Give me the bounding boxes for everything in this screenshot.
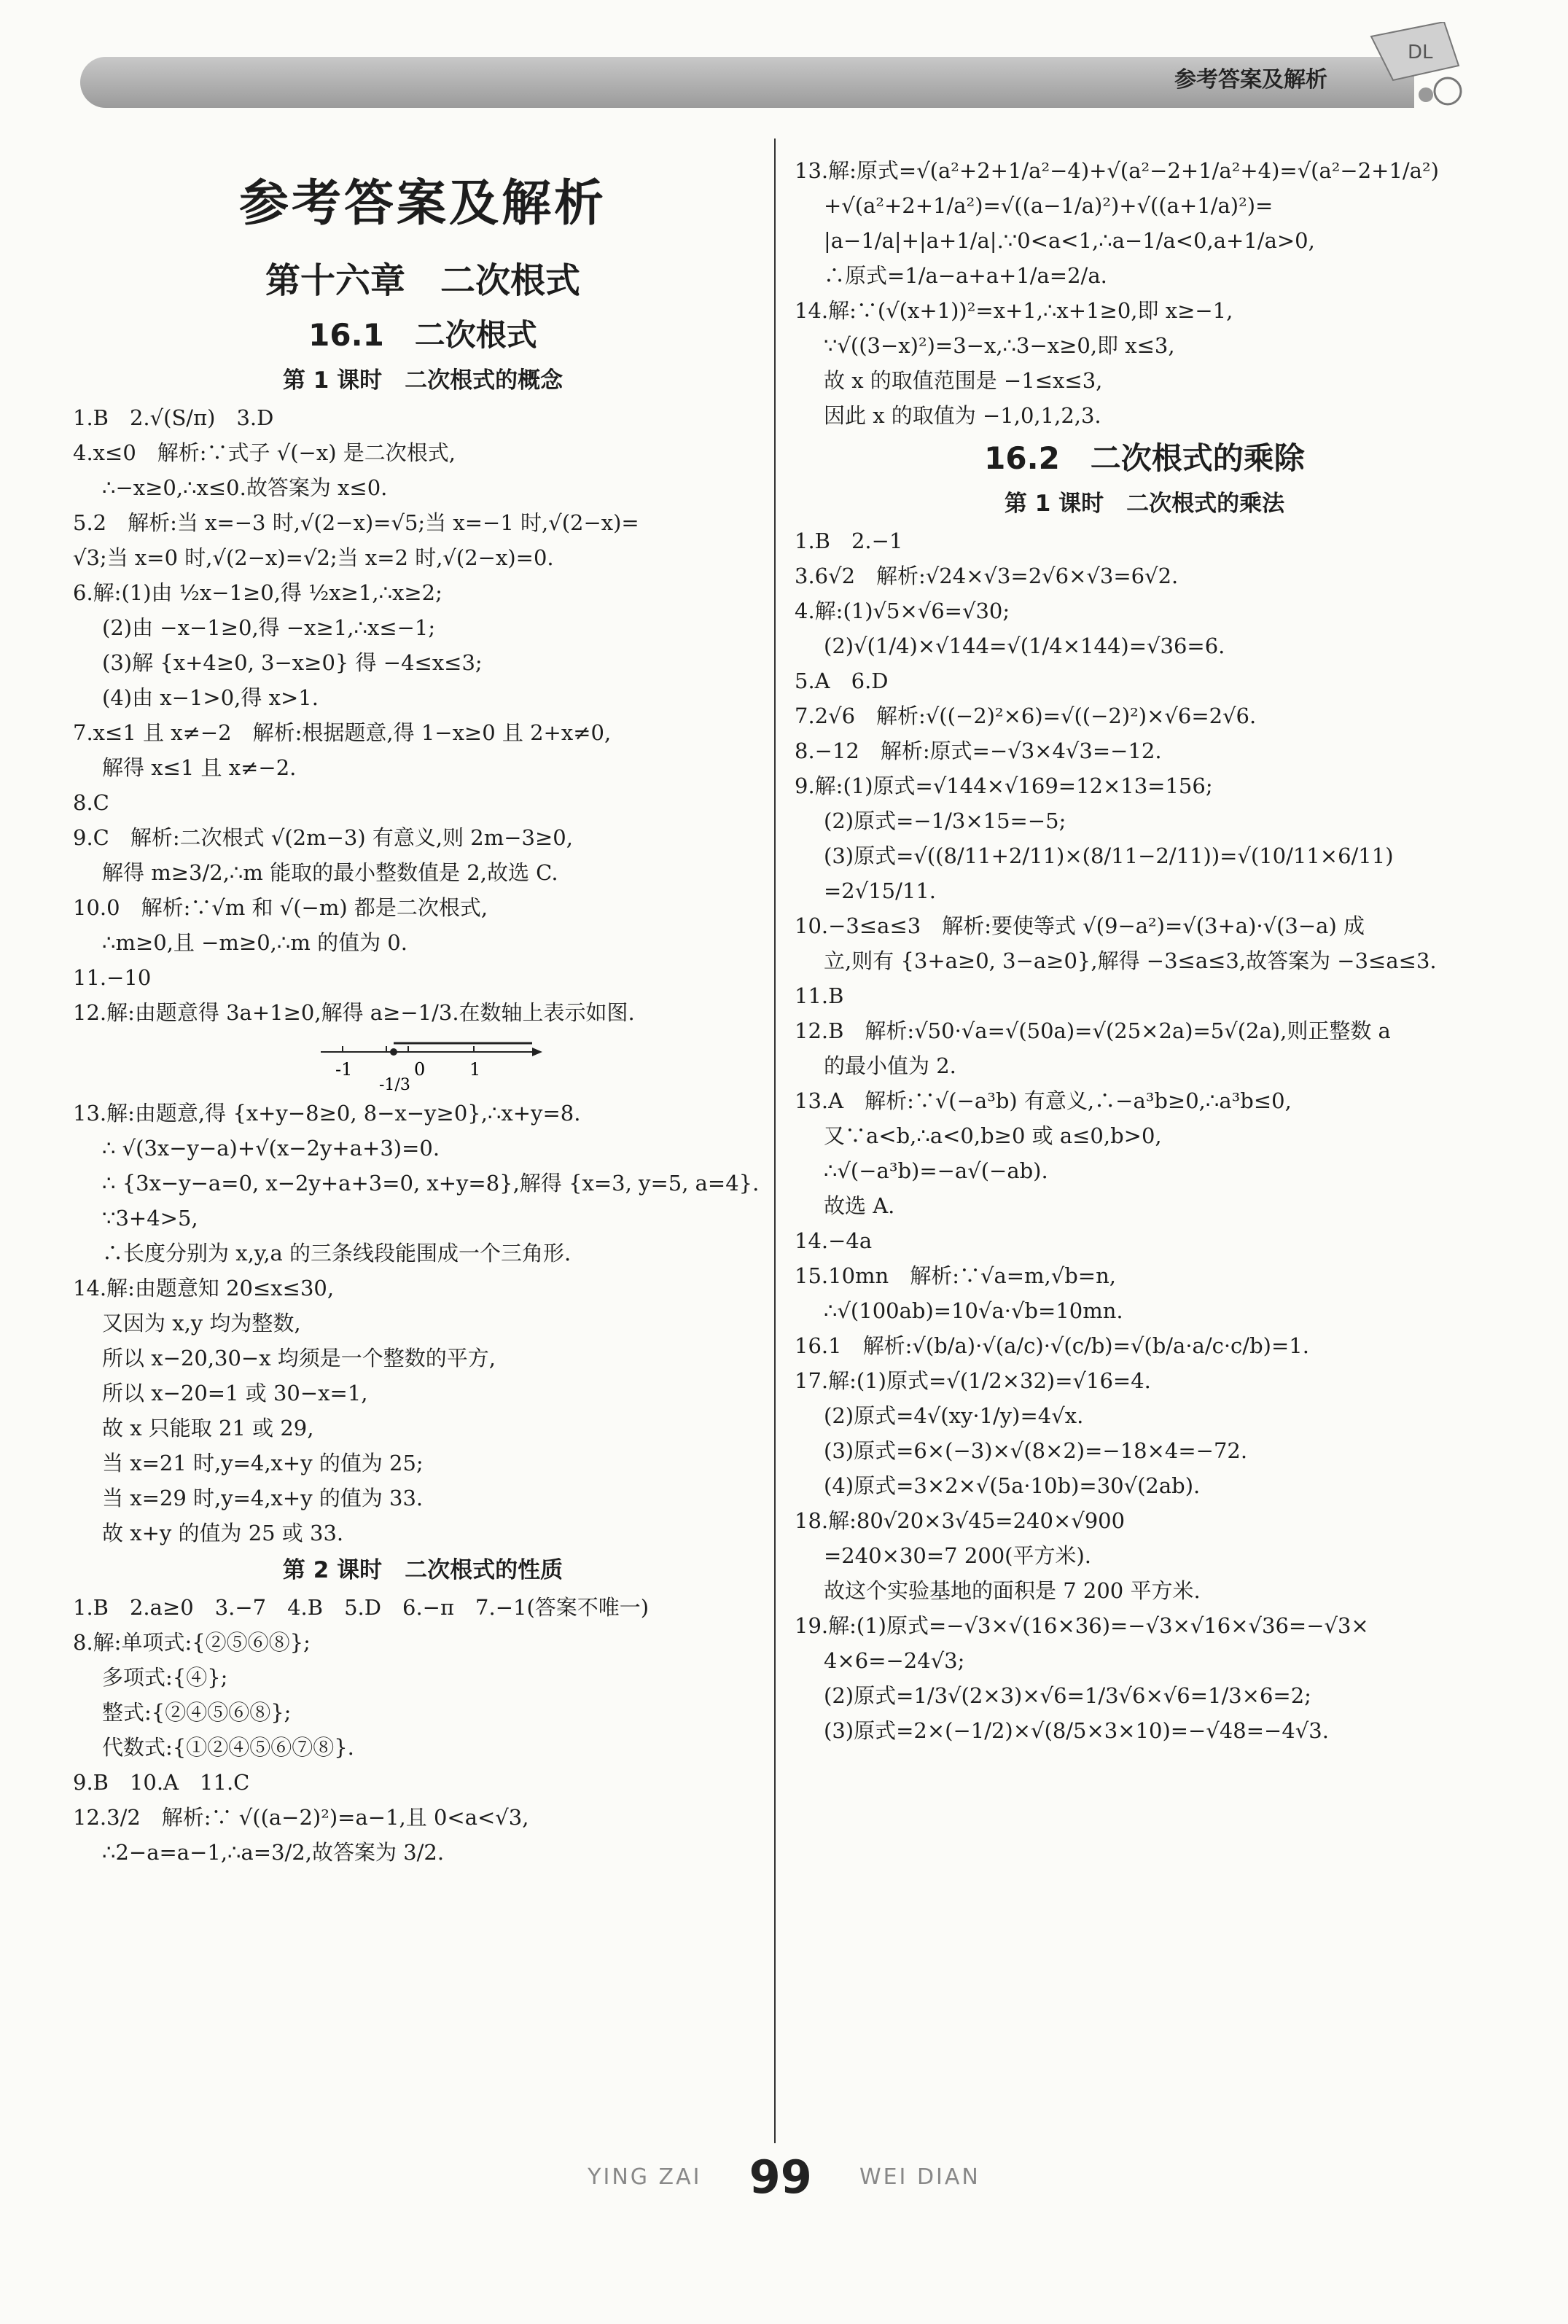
- section-title-16-2: 16.2 二次根式的乘除: [984, 440, 1305, 476]
- answer-block-c: [73, 1590, 773, 1870]
- answer-line: 9.B 10.A 11.C: [73, 1770, 250, 1795]
- answer-line: 故 x+y 的值为 25 或 33.: [102, 1521, 344, 1545]
- answer-line: (3)原式=2×(−1/2)×√(8/5×3×10)=−√48=−4√3.: [824, 1718, 1329, 1743]
- answer-line: ∴−x≥0,∴x≤0.故答案为 x≤0.: [102, 475, 388, 500]
- answer-line: 8.解:单项式:{②⑤⑥⑧};: [73, 1630, 311, 1655]
- page-number: 99: [749, 2151, 812, 2204]
- answer-line: 12.解:由题意得 3a+1≥0,解得 a≥−1/3.在数轴上表示如图.: [73, 1000, 635, 1025]
- answer-line: 18.解:80√20×3√45=240×√900: [795, 1508, 1126, 1533]
- answer-line: 所以 x−20=1 或 30−x=1,: [102, 1381, 368, 1405]
- answer-line: 故这个实验基地的面积是 7 200 平方米.: [824, 1578, 1201, 1603]
- answer-line: 11.B: [795, 983, 844, 1008]
- answer-line: 故 x 的取值范围是 −1≤x≤3,: [824, 368, 1103, 393]
- answer-line: 14.−4a: [795, 1228, 873, 1253]
- tick-label: 0: [414, 1059, 426, 1080]
- answer-line: 10.−3≤a≤3 解析:要使等式 √(9−a²)=√(3+a)·√(3−a) 成: [795, 913, 1365, 938]
- answer-line: 13.解:原式=√(a²+2+1/a²−4)+√(a²−2+1/a²+4)=√(a²−2+1/a²): [795, 158, 1439, 183]
- tick-label: -1: [335, 1059, 353, 1080]
- answer-line: 17.解:(1)原式=√(1/2×32)=√16=4.: [795, 1368, 1151, 1393]
- answer-line: 故选 A.: [824, 1193, 895, 1218]
- answer-line: 7.2√6 解析:√((−2)²×6)=√((−2)²)×√6=2√6.: [795, 703, 1257, 728]
- answer-line: ∴m≥0,且 −m≥0,∴m 的值为 0.: [102, 930, 407, 955]
- answer-line: (2)原式=1/3√(2×3)×√6=1/3√6×√6=1/3×6=2;: [824, 1683, 1311, 1708]
- answer-line: 4.解:(1)√5×√6=√30;: [795, 598, 1010, 623]
- answer-line: 9.C 解析:二次根式 √(2m−3) 有意义,则 2m−3≥0,: [73, 825, 573, 850]
- answer-line: 13.A 解析:∵√(−a³b) 有意义,∴−a³b≥0,∴a³b≤0,: [795, 1088, 1292, 1113]
- answer-line: 又∵a<b,∴a<0,b≥0 或 a≤0,b>0,: [824, 1123, 1162, 1148]
- answer-line: 多项式:{④};: [102, 1665, 228, 1690]
- answer-line: 11.−10: [73, 965, 152, 990]
- answer-line: 1.B 2.a≥0 3.−7 4.B 5.D 6.−π 7.−1(答案不唯一): [73, 1595, 650, 1620]
- answer-line: 14.解:由题意知 20≤x≤30,: [73, 1276, 335, 1301]
- answer-line: 13.解:由题意,得 {x+y−8≥0, 8−x−y≥0},∴x+y=8.: [73, 1101, 581, 1126]
- answer-line: 代数式:{①②④⑤⑥⑦⑧}.: [102, 1735, 354, 1760]
- page-footer: [0, 2151, 1568, 2204]
- tick-label: -1/3: [379, 1076, 410, 1094]
- answer-line: 解得 x≤1 且 x≠−2.: [102, 755, 297, 780]
- answer-line: (3)原式=6×(−3)×√(8×2)=−18×4=−72.: [824, 1438, 1248, 1463]
- answer-line: 故 x 只能取 21 或 29,: [102, 1416, 314, 1440]
- answer-line: ∴长度分别为 x,y,a 的三条线段能围成一个三角形.: [102, 1241, 572, 1266]
- left-column: [73, 153, 773, 1870]
- answer-line: (4)原式=3×2×√(5a·10b)=30√(2ab).: [824, 1473, 1201, 1498]
- answer-line: 8.C: [73, 790, 109, 815]
- answer-line: 5.2 解析:当 x=−3 时,√(2−x)=√5;当 x=−1 时,√(2−x)=: [73, 510, 639, 535]
- section-title-16-1: 16.1 二次根式: [308, 317, 537, 353]
- answer-line: =240×30=7 200(平方米).: [824, 1543, 1092, 1568]
- answer-line: (3)解 {x+4≥0, 3−x≥0} 得 −4≤x≤3;: [102, 650, 483, 675]
- publisher-logo-icon: [1364, 22, 1473, 109]
- answer-line: (2)√(1/4)×√144=√(1/4×144)=√36=6.: [824, 633, 1225, 658]
- answer-line: 12.B 解析:√50·√a=√(50a)=√(25×2a)=5√(2a),则正整数 a: [795, 1018, 1391, 1043]
- answer-line: 1.B 2.√(S/π) 3.D: [73, 405, 274, 430]
- answer-line: 5.A 6.D: [795, 668, 889, 693]
- answer-line: 的最小值为 2.: [824, 1053, 956, 1078]
- lesson-title-16-2-1: 第 1 课时 二次根式的乘法: [1004, 491, 1285, 517]
- answer-line: 所以 x−20,30−x 均须是一个整数的平方,: [102, 1346, 496, 1370]
- answer-line: ∵√((3−x)²)=3−x,∴3−x≥0,即 x≤3,: [824, 333, 1175, 358]
- answer-line: 3.6√2 解析:√24×√3=2√6×√3=6√2.: [795, 564, 1179, 588]
- answer-line: 19.解:(1)原式=−√3×√(16×36)=−√3×√16×√36=−√3×: [795, 1613, 1369, 1638]
- answer-line: 立,则有 {3+a≥0, 3−a≥0},解得 −3≤a≤3,故答案为 −3≤a≤3.: [824, 948, 1437, 973]
- answer-line: 10.0 解析:∵√m 和 √(−m) 都是二次根式,: [73, 895, 488, 920]
- answer-line: (2)由 −x−1≥0,得 −x≥1,∴x≤−1;: [102, 615, 436, 640]
- answer-line: 解得 m≥3/2,∴m 能取的最小整数值是 2,故选 C.: [102, 860, 558, 885]
- answer-line: ∴原式=1/a−a+a+1/a=2/a.: [824, 263, 1107, 288]
- answer-line: +√(a²+2+1/a²)=√((a−1/a)²)+√((a+1/a)²)=: [824, 193, 1273, 218]
- tick-label: 1: [469, 1059, 481, 1080]
- answer-line: ∴√(100ab)=10√a·√b=10mn.: [824, 1298, 1123, 1323]
- header-title: 参考答案及解析: [1174, 67, 1327, 93]
- answer-block-a: [73, 400, 773, 1030]
- answer-line: 12.3/2 解析:∵ √((a−2)²)=a−1,且 0<a<√3,: [73, 1805, 529, 1830]
- footer-right-text: WEI DIAN: [859, 2164, 980, 2190]
- answer-line: 当 x=21 时,y=4,x+y 的值为 25;: [102, 1451, 424, 1475]
- answer-block-d: [795, 153, 1494, 433]
- lesson-title-2: 第 2 课时 二次根式的性质: [282, 1557, 563, 1583]
- answer-line: 7.x≤1 且 x≠−2 解析:根据题意,得 1−x≥0 且 2+x≠0,: [73, 720, 612, 745]
- answer-line: 14.解:∵(√(x+1))²=x+1,∴x+1≥0,即 x≥−1,: [795, 298, 1233, 323]
- answer-line: 1.B 2.−1: [795, 529, 903, 553]
- page-title: 参考答案及解析: [238, 175, 606, 233]
- number-line-diagram: [313, 1030, 547, 1096]
- answer-line: 6.解:(1)由 ½x−1≥0,得 ½x≥1,∴x≥2;: [73, 580, 442, 605]
- logo-text: DL: [1408, 42, 1433, 63]
- answer-line: 整式:{②④⑤⑥⑧};: [102, 1700, 292, 1725]
- answer-line: |a−1/a|+|a+1/a|.∵0<a<1,∴a−1/a<0,a+1/a>0,: [824, 228, 1315, 253]
- answer-line: =2√15/11.: [824, 878, 937, 903]
- answer-line: 8.−12 解析:原式=−√3×4√3=−12.: [795, 738, 1162, 763]
- answer-line: 当 x=29 时,y=4,x+y 的值为 33.: [102, 1486, 424, 1510]
- answer-line: (2)原式=4√(xy·1/y)=4√x.: [824, 1403, 1084, 1428]
- column-divider: [774, 139, 776, 2143]
- answer-line: 又因为 x,y 均为整数,: [102, 1311, 301, 1335]
- answer-block-b: [73, 1096, 773, 1551]
- answer-line: ∴√(−a³b)=−a√(−ab).: [824, 1158, 1048, 1183]
- answer-line: √3;当 x=0 时,√(2−x)=√2;当 x=2 时,√(2−x)=0.: [73, 545, 554, 570]
- chapter-title: 第十六章 二次根式: [265, 260, 580, 301]
- answer-line: 4.x≤0 解析:∵式子 √(−x) 是二次根式,: [73, 440, 456, 465]
- footer-left-text: YING ZAI: [588, 2164, 702, 2190]
- right-column: [795, 153, 1494, 1748]
- answer-line: ∴ √(3x−y−a)+√(x−2y+a+3)=0.: [102, 1136, 440, 1161]
- answer-line: (3)原式=√((8/11+2/11)×(8/11−2/11))=√(10/11×6/11): [824, 843, 1394, 868]
- answer-block-e: [795, 523, 1494, 1748]
- answer-line: 16.1 解析:√(b/a)·√(a/c)·√(c/b)=√(b/a·a/c·c/b)=1.: [795, 1333, 1309, 1358]
- answer-line: (2)原式=−1/3×15=−5;: [824, 808, 1066, 833]
- answer-line: ∴ {3x−y−a=0, x−2y+a+3=0, x+y=8},解得 {x=3, y=5, a=4}.: [102, 1171, 760, 1196]
- answer-line: 因此 x 的取值为 −1,0,1,2,3.: [824, 403, 1101, 428]
- lesson-title-1: 第 1 课时 二次根式的概念: [282, 367, 563, 394]
- answer-line: 4×6=−24√3;: [824, 1648, 965, 1673]
- answer-line: ∴2−a=a−1,∴a=3/2,故答案为 3/2.: [102, 1840, 445, 1865]
- answer-line: ∵3+4>5,: [102, 1206, 198, 1231]
- answer-line: (4)由 x−1>0,得 x>1.: [102, 685, 319, 710]
- answer-line: 9.解:(1)原式=√144×√169=12×13=156;: [795, 773, 1213, 798]
- answer-line: 15.10mn 解析:∵√a=m,√b=n,: [795, 1263, 1116, 1288]
